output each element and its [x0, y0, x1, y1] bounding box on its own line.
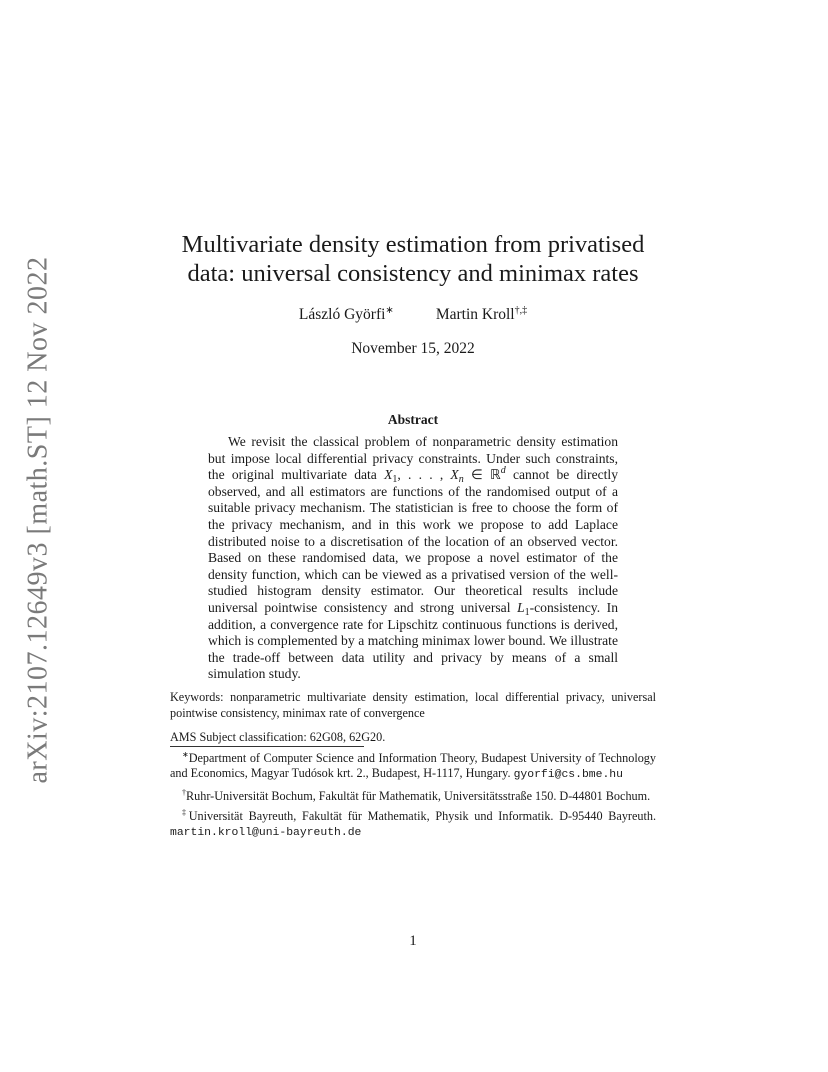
abstract-part-1: We revisit the classical problem of nonparametric density estimation but impose local differential privacy constraints. Under such constraints, the original multivariate data — [208, 434, 618, 483]
keywords: Keywords: nonparametric multivariate density estimation, local differential privacy, universal pointwise consistency, minimax rate of convergence — [170, 690, 656, 720]
author-1-name: László Györfi — [298, 306, 386, 323]
footnote-3-text: Universität Bayreuth, Fakultät für Mathematik, Physik und Informatik. D-95440 Bayreuth. — [188, 808, 657, 823]
footnote-1-email[interactable]: gyorfi@cs.bme.hu — [513, 769, 623, 782]
footnote-divider — [170, 746, 364, 747]
footnote-1-mark: ∗ — [182, 750, 189, 759]
abstract-math-l1: $L_1$ — [517, 599, 530, 618]
title-line-2: data: universal consistency and minimax rates — [187, 260, 639, 287]
title-line-1: Multivariate density estimation from privatised — [181, 231, 645, 258]
abstract-part-2: cannot be directly observed, and all estimators are functions of the randomised output of a suitable privacy mechanism. The statistician is free to choose the form of the privacy mechanism, and in this work we propose to add Laplace distributed noise to a discretisation of the location of an observed vector. Based on these randomised data, we propose a novel estimator of the density function, which can be viewed as a privatised version of the well-studied histogram density estimator. Our theoretical results include universal pointwise consistency and strong universal — [208, 467, 618, 615]
footnote-2-mark: † — [182, 787, 186, 797]
author-1 — [299, 306, 394, 324]
abstract-part-3: -consistency. In addition, a convergence rate for Lipschitz continuous functions is derived, which is complemented by a matching minimax lower bound. We illustrate the trade-off between data utility and privacy by means of a small simulation study. — [208, 599, 618, 682]
ams-classification: AMS Subject classification: 62G08, 62G20. — [170, 730, 386, 744]
footnote-1-text: Department of Computer Science and Information Theory, Budapest University of Technology and Economics, Magyar Tudósok krt. 2., Budapest, H-1117, Hungary. — [170, 751, 656, 781]
footnote-2 — [170, 789, 656, 804]
footnote-3-mark: ‡ — [182, 807, 189, 817]
author-2 — [436, 306, 527, 324]
author-1-marks: ∗ — [385, 305, 394, 316]
page-number: 1 — [409, 933, 417, 949]
keywords-block — [170, 690, 656, 746]
footnote-1 — [170, 751, 656, 784]
author-2-name: Martin Kroll — [435, 306, 515, 323]
footnote-2-text: Ruhr-Universität Bochum, Fakultät für Mathematik, Universitätsstraße 150. D-44801 Bochum. — [186, 788, 651, 803]
paper-title — [170, 230, 656, 288]
paper-date: November 15, 2022 — [351, 340, 475, 357]
author-list — [170, 306, 656, 324]
footnote-3 — [170, 809, 656, 842]
arxiv-identifier: arXiv:2107.12649v3 [math.ST] 12 Nov 2022 — [23, 256, 54, 784]
footnote-3-email[interactable]: martin.kroll@uni-bayreuth.de — [170, 827, 362, 840]
abstract-heading: Abstract — [387, 412, 439, 427]
arxiv-side-stamp — [18, 256, 60, 784]
abstract-math-data: $X_1$, . . . , $X_n$ ∈ ℝ$^d$ — [384, 465, 506, 486]
abstract-body — [208, 434, 618, 683]
author-2-marks: †,‡ — [514, 305, 528, 316]
footnotes — [170, 751, 656, 846]
